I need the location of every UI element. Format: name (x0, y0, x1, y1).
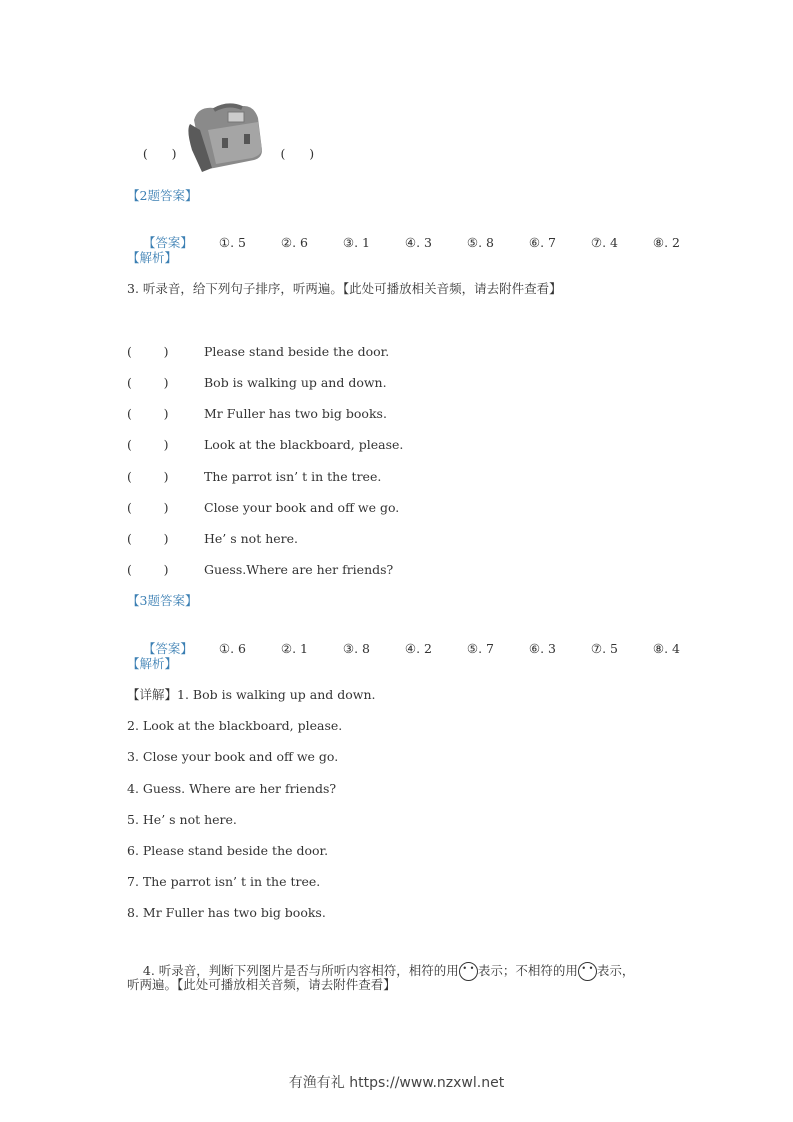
detail-line: 2. Look at the blackboard, please. (127, 718, 343, 733)
detail-line: 8. Mr Fuller has two big books. (127, 905, 326, 920)
q4-prompt (127, 938, 634, 1004)
option-text: Bob is walking up and down. (204, 375, 387, 390)
answer-item: ③. 1 (342, 235, 371, 250)
answer-blank-right: ( ) (280, 146, 315, 161)
q3-option (127, 406, 387, 422)
answer-item: ⑧. 2 (652, 235, 681, 250)
q3-option (127, 375, 387, 391)
answer-blank: ( ) (127, 562, 169, 577)
q2-answer-header: 【2题答案】 (127, 188, 198, 203)
answer-item: ②. 6 (280, 235, 309, 250)
answer-item: ④. 3 (404, 235, 433, 250)
q3-analysis-header: 【解析】 (127, 656, 178, 671)
option-text: The parrot isn’ t in the tree. (204, 469, 382, 484)
option-text: Guess.Where are her friends? (204, 562, 394, 577)
q3-option (127, 500, 399, 516)
answer-label: 【答案】 (142, 235, 193, 250)
answer-item: ①. 5 (218, 235, 247, 250)
q3-option (127, 562, 393, 578)
answer-blank: ( ) (127, 375, 169, 390)
answer-item: ④. 2 (404, 641, 433, 656)
answer-item: ⑦. 5 (590, 641, 619, 656)
answer-item: ⑤. 7 (466, 641, 495, 656)
option-text: Close your book and off we go. (204, 500, 400, 515)
detail-line: 6. Please stand beside the door. (127, 843, 329, 858)
answer-blank: ( ) (127, 531, 169, 546)
answer-item: ⑤. 8 (466, 235, 495, 250)
smiley-face-icon: • • (459, 962, 478, 981)
answer-item: ①. 6 (218, 641, 247, 656)
detail-line: 【详解】1. Bob is walking up and down. (127, 687, 376, 702)
prompt-text: 表示， (596, 963, 635, 978)
detail-line: 4. Guess. Where are her friends? (127, 781, 337, 796)
q3-option (127, 437, 403, 453)
answer-item: ⑥. 3 (528, 641, 557, 656)
option-text: Mr Fuller has two big books. (204, 406, 387, 421)
answer-label: 【答案】 (142, 641, 193, 656)
answer-blank-left: ( ) (142, 146, 177, 161)
q3-option (127, 469, 381, 485)
prompt-text: 表示；不相符的用 (477, 963, 578, 978)
option-text: He’ s not here. (204, 531, 299, 546)
answer-blank: ( ) (127, 344, 169, 359)
answer-item: ⑦. 4 (590, 235, 619, 250)
face-icon: • • (578, 962, 597, 981)
schoolbag-image (184, 100, 264, 174)
option-text: Look at the blackboard, please. (204, 437, 404, 452)
answer-blank: ( ) (127, 437, 169, 452)
q3-answer-row (127, 625, 715, 673)
q2-analysis-header: 【解析】 (127, 250, 178, 265)
answer-item: ⑥. 7 (528, 235, 557, 250)
option-text: Please stand beside the door. (204, 344, 390, 359)
answer-blank: ( ) (127, 406, 169, 421)
q3-option (127, 531, 298, 547)
answer-item: ③. 8 (342, 641, 371, 656)
footer-watermark: 有渔有礼 https://www.nzxwl.net (288, 1075, 505, 1091)
answer-blank: ( ) (127, 469, 169, 484)
detail-line: 5. He’ s not here. (127, 812, 237, 827)
q3-option (127, 344, 389, 360)
prompt-text: 4. 听录音，判断下列图片是否与所听内容相符，相符的用 (142, 963, 459, 978)
q4-prompt-line2: 听两遍。【此处可播放相关音频，请去附件查看】 (127, 977, 396, 992)
answer-blank: ( ) (127, 500, 169, 515)
detail-line: 3. Close your book and off we go. (127, 749, 339, 764)
q3-prompt: 3. 听录音，给下列句子排序，听两遍。【此处可播放相关音频，请去附件查看】 (127, 281, 562, 296)
detail-line: 7. The parrot isn’ t in the tree. (127, 874, 321, 889)
q2-answer-row (127, 219, 715, 267)
answer-item: ②. 1 (280, 641, 309, 656)
answer-item: ⑧. 4 (652, 641, 681, 656)
q3-answer-header: 【3题答案】 (127, 593, 198, 608)
